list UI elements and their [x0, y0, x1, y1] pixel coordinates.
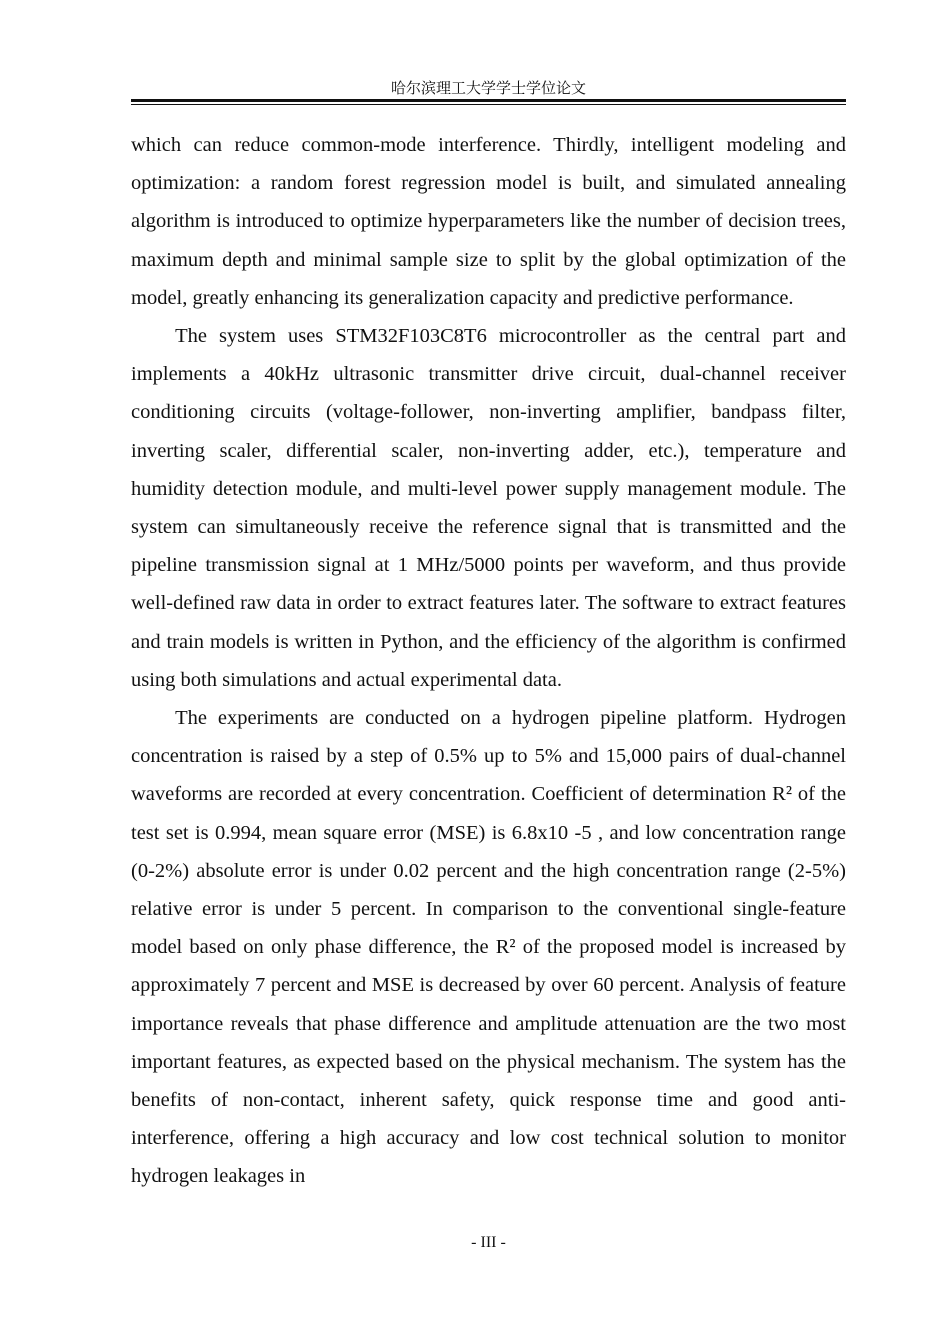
- paragraph-continued: which can reduce common-mode interference. Thirdly, intelligent modeling and optimization: a random forest regression model is built, and simulated annealing algorithm is introduced to optimize hyperparameters like the number of decision trees, maximum depth and minimal sample size to split by the global optimization of the model, greatly enhancing its generalization capacity and predictive performance.: [131, 134, 846, 309]
- header-rule-thick: [131, 99, 846, 102]
- paragraph-system-hardware: The system uses STM32F103C8T6 microcontroller as the central part and implements a 40kHz ultrasonic transmitter drive circuit, dual-channel receiver conditioning circuits (voltage-follower, non-inverting amplifier, bandpass filter, inverting scaler, differential scaler, non-inverting adder, etc.), temperature and humidity detection module, and multi-level power supply management module. The system can simultaneously receive the reference signal that is transmitted and the pipeline transmission signal at 1 MHz/5000 points per waveform, and thus provide well-defined raw data in order to extract features later. The software to extract features and train models is written in Python, and the efficiency of the algorithm is confirmed using both simulations and actual experimental data.: [131, 325, 846, 691]
- page-number: - III -: [471, 1234, 506, 1251]
- paragraph-experiments: The experiments are conducted on a hydrogen pipeline platform. Hydrogen concentration is raised by a step of 0.5% up to 5% and 15,000 pairs of dual-channel waveforms are recorded at every concentration. Coefficient of determination R² of the test set is 0.994, mean square error (MSE) is 6.8x10 -5 , and low concentration range (0-2%) absolute error is under 0.02 percent and the high concentration range (2-5%) relative error is under 5 percent. In comparison to the conventional single-feature model based on only phase difference, the R² of the proposed model is increased by approximately 7 percent and MSE is decreased by over 60 percent. Analysis of feature importance reveals that phase difference and amplitude attenuation are the two most important features, as expected based on the physical mechanism. The system has the benefits of non-contact, inherent safety, quick response time and good anti-interference, offering a high accuracy and low cost technical solution to monitor hydrogen leakages in: [131, 707, 846, 1188]
- body-text: [131, 126, 846, 1196]
- header-rule-thin: [131, 104, 846, 105]
- running-header: 哈尔滨理工大学学士学位论文: [390, 79, 586, 97]
